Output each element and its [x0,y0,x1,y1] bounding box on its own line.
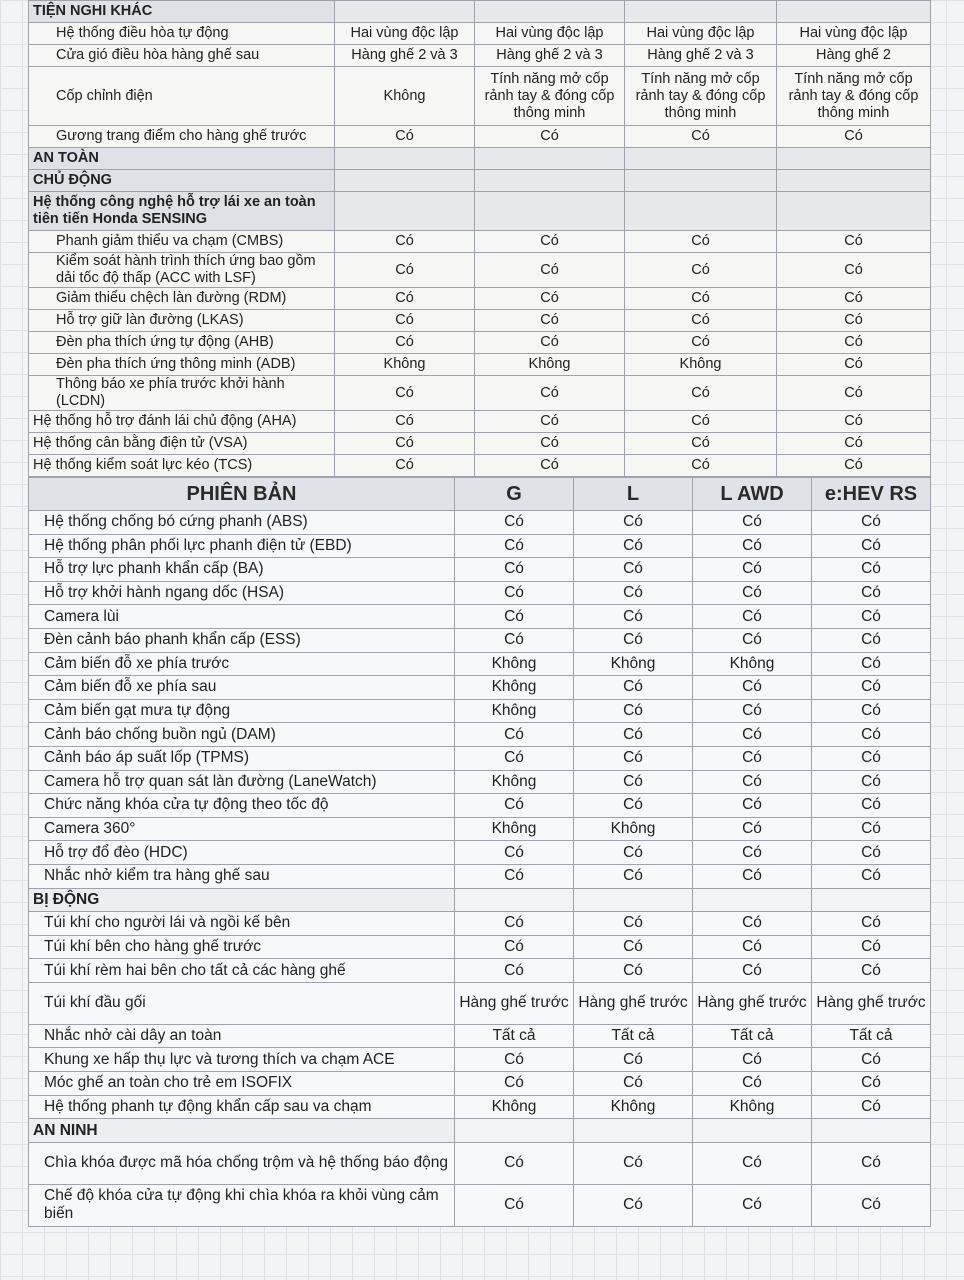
spec-value-cell: Hàng ghế 2 và 3 [475,45,625,67]
feature-label: Túi khí đầu gối [29,982,455,1024]
spec-value-cell: Có [812,864,931,888]
spec-value-cell: Có [812,746,931,770]
spec-value-cell: Có [625,231,777,253]
empty-cell [777,170,931,192]
spec-value-cell: Có [777,433,931,455]
spec-value-cell: Có [625,376,777,411]
spec-value-cell: Có [475,332,625,354]
spec-row [29,23,931,45]
spec-value-cell: Có [693,912,812,936]
empty-cell [574,1119,693,1143]
spec-value-cell: Không [455,676,574,700]
empty-cell [335,192,475,231]
section-title: CHỦ ĐỘNG [29,170,335,192]
spec-row [29,1095,931,1119]
spec-value-cell: Có [812,628,931,652]
spec-value-cell: Tính năng mở cốp rảnh tay & đóng cốp thông minh [475,67,625,126]
spec-value-cell: Có [693,1048,812,1072]
spec-value-cell: Không [335,67,475,126]
spec-value-cell: Có [574,699,693,723]
spec-table-top-body [29,1,931,477]
empty-cell [455,1119,574,1143]
spec-value-cell: Có [777,332,931,354]
spec-value-cell: Có [812,723,931,747]
spec-value-cell: Có [625,332,777,354]
spec-value-cell: Có [812,652,931,676]
section-header-row [29,888,931,912]
spec-value-cell: Có [455,864,574,888]
spec-value-cell: Có [693,628,812,652]
spec-value-cell: Có [475,231,625,253]
spec-row [29,411,931,433]
spec-value-cell: Có [574,1048,693,1072]
spec-row [29,676,931,700]
spec-row [29,332,931,354]
spec-value-cell: Có [693,959,812,983]
spec-row [29,746,931,770]
spec-value-cell: Có [574,1142,693,1184]
feature-label: Nhắc nhở kiểm tra hàng ghế sau [29,864,455,888]
feature-label: Túi khí bên cho hàng ghế trước [29,935,455,959]
spec-value-cell: Có [693,841,812,865]
spec-value-cell: Có [455,794,574,818]
section-header-row [29,1,931,23]
empty-cell [625,148,777,170]
spec-value-cell: Không [455,652,574,676]
spec-value-cell: Có [335,332,475,354]
spec-value-cell: Có [693,1184,812,1226]
spec-value-cell: Có [777,455,931,477]
spec-value-cell: Có [625,288,777,310]
spec-value-cell: Có [335,253,475,288]
spec-table-versions [28,477,931,1227]
spec-value-cell: Có [693,581,812,605]
feature-label: Hỗ trợ giữ làn đường (LKAS) [29,310,335,332]
spec-value-cell: Có [693,935,812,959]
spec-row [29,253,931,288]
spec-value-cell: Có [455,746,574,770]
spec-value-cell: Có [625,455,777,477]
spec-value-cell: Có [777,411,931,433]
spec-value-cell: Có [574,935,693,959]
spec-value-cell: Có [812,558,931,582]
spec-value-cell: Có [693,1142,812,1184]
section-title: AN NINH [29,1119,455,1143]
spec-row [29,1048,931,1072]
spec-sheet [28,0,930,1227]
group-header-row [29,192,931,231]
empty-cell [335,170,475,192]
spec-value-cell: Có [574,605,693,629]
spec-row [29,231,931,253]
spec-row [29,45,931,67]
spec-value-cell: Có [777,126,931,148]
feature-label: Gương trang điểm cho hàng ghế trước [29,126,335,148]
version-header-title: PHIÊN BẢN [29,478,455,511]
spec-value-cell: Có [812,1184,931,1226]
spec-value-cell: Có [693,558,812,582]
empty-cell [475,148,625,170]
spec-value-cell: Có [693,511,812,535]
spec-value-cell: Có [455,628,574,652]
spec-table-versions-body [29,511,931,1227]
feature-label: Camera hỗ trợ quan sát làn đường (LaneWatch) [29,770,455,794]
empty-cell [812,1119,931,1143]
spec-row [29,288,931,310]
spec-value-cell: Có [475,310,625,332]
spec-value-cell: Có [455,1142,574,1184]
feature-label: Cốp chỉnh điện [29,67,335,126]
spec-row [29,1072,931,1096]
group-title: Hệ thống công nghệ hỗ trợ lái xe an toàn tiên tiến Honda SENSING [29,192,335,231]
feature-label: Cửa gió điều hòa hàng ghế sau [29,45,335,67]
spec-value-cell: Có [574,912,693,936]
spec-value-cell: Có [812,817,931,841]
feature-label: Cảm biến gạt mưa tự động [29,699,455,723]
section-title: BỊ ĐỘNG [29,888,455,912]
feature-label: Đèn pha thích ứng tự động (AHB) [29,332,335,354]
spec-value-cell: Có [812,1048,931,1072]
spec-value-cell: Có [625,310,777,332]
version-header-g: G [455,478,574,511]
spec-table-top [28,0,931,477]
spec-value-cell: Không [574,1095,693,1119]
spec-value-cell: Có [335,310,475,332]
spec-value-cell: Có [693,770,812,794]
spec-value-cell: Có [574,864,693,888]
spec-value-cell: Có [693,817,812,841]
feature-label: Hỗ trợ lực phanh khẩn cấp (BA) [29,558,455,582]
feature-label: Hệ thống chống bó cứng phanh (ABS) [29,511,455,535]
spec-row [29,864,931,888]
spec-value-cell: Có [574,841,693,865]
feature-label: Cảm biến đỗ xe phía trước [29,652,455,676]
spec-value-cell: Hàng ghế 2 và 3 [625,45,777,67]
spec-row [29,433,931,455]
spec-row [29,376,931,411]
spec-value-cell: Có [475,376,625,411]
feature-label: Hệ thống kiểm soát lực kéo (TCS) [29,455,335,477]
feature-label: Hệ thống phân phối lực phanh điện tử (EBD) [29,534,455,558]
spec-row [29,581,931,605]
spec-row [29,605,931,629]
spec-row [29,841,931,865]
feature-label: Cảm biến đỗ xe phía sau [29,676,455,700]
version-header-ehev-rs: e:HEV RS [812,478,931,511]
empty-cell [475,1,625,23]
feature-label: Hệ thống phanh tự động khẩn cấp sau va chạm [29,1095,455,1119]
spec-value-cell: Có [812,794,931,818]
spec-value-cell: Có [574,1072,693,1096]
spec-value-cell: Có [574,534,693,558]
spec-row [29,534,931,558]
spec-value-cell: Có [693,534,812,558]
spec-value-cell: Hai vùng độc lập [625,23,777,45]
spec-value-cell: Có [693,864,812,888]
spec-row [29,699,931,723]
spec-value-cell: Hai vùng độc lập [475,23,625,45]
section-title: AN TOÀN [29,148,335,170]
spec-value-cell: Hàng ghế trước [455,982,574,1024]
section-header-row [29,1119,931,1143]
feature-label: Móc ghế an toàn cho trẻ em ISOFIX [29,1072,455,1096]
empty-cell [335,148,475,170]
spec-value-cell: Không [693,1095,812,1119]
spec-value-cell: Có [455,912,574,936]
spec-value-cell: Có [475,455,625,477]
spec-row [29,959,931,983]
spec-value-cell: Không [455,770,574,794]
spec-value-cell: Có [335,455,475,477]
spec-row [29,558,931,582]
spec-value-cell: Tính năng mở cốp rảnh tay & đóng cốp thông minh [625,67,777,126]
spec-value-cell: Có [574,511,693,535]
spec-value-cell: Có [335,411,475,433]
spec-row [29,652,931,676]
spec-value-cell: Hàng ghế trước [574,982,693,1024]
spec-value-cell: Không [574,652,693,676]
spec-row [29,310,931,332]
feature-label: Hệ thống điều hòa tự động [29,23,335,45]
spec-value-cell: Có [455,511,574,535]
spec-value-cell: Tất cả [812,1024,931,1048]
spec-value-cell: Có [335,433,475,455]
empty-cell [475,192,625,231]
spec-row [29,455,931,477]
spec-value-cell: Có [693,746,812,770]
spec-value-cell: Không [475,354,625,376]
spec-value-cell: Có [812,511,931,535]
spec-value-cell: Có [812,1072,931,1096]
spec-value-cell: Có [693,605,812,629]
spec-row [29,1142,931,1184]
empty-cell [777,1,931,23]
spec-value-cell: Không [335,354,475,376]
empty-cell [812,888,931,912]
spec-row [29,628,931,652]
empty-cell [625,1,777,23]
spec-value-cell: Không [693,652,812,676]
spec-value-cell: Có [455,558,574,582]
spec-value-cell: Tất cả [455,1024,574,1048]
spec-value-cell: Có [625,411,777,433]
feature-label: Hỗ trợ đổ đèo (HDC) [29,841,455,865]
spec-value-cell: Không [625,354,777,376]
feature-label: Túi khí cho người lái và ngồi kế bên [29,912,455,936]
spec-value-cell: Có [693,699,812,723]
spec-value-cell: Có [693,676,812,700]
version-header-l-awd: L AWD [693,478,812,511]
spec-value-cell: Có [812,841,931,865]
spec-value-cell: Có [812,935,931,959]
spec-value-cell: Có [335,376,475,411]
spec-value-cell: Có [777,354,931,376]
spec-value-cell: Có [812,605,931,629]
spec-value-cell: Hàng ghế 2 [777,45,931,67]
spec-value-cell: Hai vùng độc lập [335,23,475,45]
spec-value-cell: Có [455,1048,574,1072]
spec-value-cell: Hàng ghế trước [693,982,812,1024]
spec-value-cell: Có [475,126,625,148]
spec-value-cell: Có [812,1142,931,1184]
spec-row [29,770,931,794]
spec-row [29,935,931,959]
spec-value-cell: Có [574,628,693,652]
feature-label: Đèn pha thích ứng thông minh (ADB) [29,354,335,376]
feature-label: Phanh giảm thiểu va chạm (CMBS) [29,231,335,253]
spec-value-cell: Hàng ghế 2 và 3 [335,45,475,67]
spec-value-cell: Có [812,959,931,983]
spec-value-cell: Có [335,288,475,310]
version-header-row [29,478,931,511]
spec-value-cell: Có [574,770,693,794]
spec-row [29,511,931,535]
spec-value-cell: Có [625,126,777,148]
spec-value-cell: Có [812,912,931,936]
feature-label: Hệ thống cân bằng điện tử (VSA) [29,433,335,455]
spec-value-cell: Có [693,723,812,747]
section-header-row [29,170,931,192]
spec-row [29,354,931,376]
spec-row [29,794,931,818]
spec-value-cell: Có [812,1095,931,1119]
spec-value-cell: Không [455,1095,574,1119]
spec-value-cell: Không [574,817,693,841]
spec-value-cell: Có [455,723,574,747]
spec-row [29,1184,931,1226]
spec-value-cell: Có [812,581,931,605]
spec-value-cell: Có [693,1072,812,1096]
spec-value-cell: Có [475,411,625,433]
spec-value-cell: Có [812,699,931,723]
feature-label: Camera lùi [29,605,455,629]
feature-label: Nhắc nhở cài dây an toàn [29,1024,455,1048]
spec-value-cell: Có [777,253,931,288]
feature-label: Thông báo xe phía trước khởi hành (LCDN) [29,376,335,411]
empty-cell [335,1,475,23]
empty-cell [693,888,812,912]
spec-row [29,817,931,841]
empty-cell [455,888,574,912]
empty-cell [625,170,777,192]
spec-value-cell: Có [475,253,625,288]
empty-cell [625,192,777,231]
spec-value-cell: Có [777,231,931,253]
version-header-l: L [574,478,693,511]
spec-value-cell: Có [455,1072,574,1096]
feature-label: Hỗ trợ khởi hành ngang dốc (HSA) [29,581,455,605]
spec-value-cell: Tính năng mở cốp rảnh tay & đóng cốp thông minh [777,67,931,126]
spec-value-cell: Có [625,253,777,288]
spec-row [29,912,931,936]
feature-label: Cảnh báo áp suất lốp (TPMS) [29,746,455,770]
spec-value-cell: Có [455,1184,574,1226]
feature-label: Khung xe hấp thụ lực và tương thích va chạm ACE [29,1048,455,1072]
spec-value-cell: Tất cả [693,1024,812,1048]
spec-value-cell: Hàng ghế trước [812,982,931,1024]
empty-cell [777,192,931,231]
feature-label: Giảm thiểu chệch làn đường (RDM) [29,288,335,310]
section-title: TIỆN NGHI KHÁC [29,1,335,23]
spec-row [29,67,931,126]
spec-value-cell: Có [777,310,931,332]
spec-value-cell: Có [455,534,574,558]
spec-value-cell: Không [455,817,574,841]
spec-value-cell: Có [574,746,693,770]
spec-value-cell: Có [812,676,931,700]
feature-label: Hệ thống hỗ trợ đánh lái chủ động (AHA) [29,411,335,433]
section-header-row [29,148,931,170]
feature-label: Cảnh báo chống buồn ngủ (DAM) [29,723,455,747]
spec-value-cell: Có [455,959,574,983]
spec-value-cell: Có [475,433,625,455]
empty-cell [574,888,693,912]
spec-row [29,723,931,747]
spec-row [29,982,931,1024]
spec-value-cell: Hai vùng độc lập [777,23,931,45]
spec-value-cell: Có [335,231,475,253]
spec-value-cell: Có [455,841,574,865]
spec-value-cell: Có [455,605,574,629]
spec-value-cell: Có [574,558,693,582]
spec-value-cell: Có [625,433,777,455]
spec-value-cell: Có [475,288,625,310]
spec-value-cell: Có [574,1184,693,1226]
spec-row [29,126,931,148]
feature-label: Kiểm soát hành trình thích ứng bao gồm dải tốc độ thấp (ACC with LSF) [29,253,335,288]
feature-label: Chức năng khóa cửa tự động theo tốc độ [29,794,455,818]
spec-value-cell: Không [455,699,574,723]
feature-label: Chế độ khóa cửa tự động khi chìa khóa ra khỏi vùng cảm biến [29,1184,455,1226]
feature-label: Túi khí rèm hai bên cho tất cả các hàng ghế [29,959,455,983]
empty-cell [693,1119,812,1143]
spec-value-cell: Có [812,534,931,558]
spec-value-cell: Có [455,935,574,959]
spec-value-cell: Có [777,376,931,411]
empty-cell [777,148,931,170]
spec-value-cell: Có [455,581,574,605]
spec-value-cell: Có [693,794,812,818]
spec-value-cell: Tất cả [574,1024,693,1048]
spec-value-cell: Có [812,770,931,794]
spec-value-cell: Có [777,288,931,310]
feature-label: Đèn cảnh báo phanh khẩn cấp (ESS) [29,628,455,652]
spec-value-cell: Có [574,794,693,818]
spec-value-cell: Có [574,959,693,983]
spec-value-cell: Có [574,581,693,605]
spec-value-cell: Có [335,126,475,148]
spec-value-cell: Có [574,676,693,700]
spec-row [29,1024,931,1048]
empty-cell [475,170,625,192]
feature-label: Chìa khóa được mã hóa chống trộm và hệ thống báo động [29,1142,455,1184]
feature-label: Camera 360° [29,817,455,841]
spec-value-cell: Có [574,723,693,747]
